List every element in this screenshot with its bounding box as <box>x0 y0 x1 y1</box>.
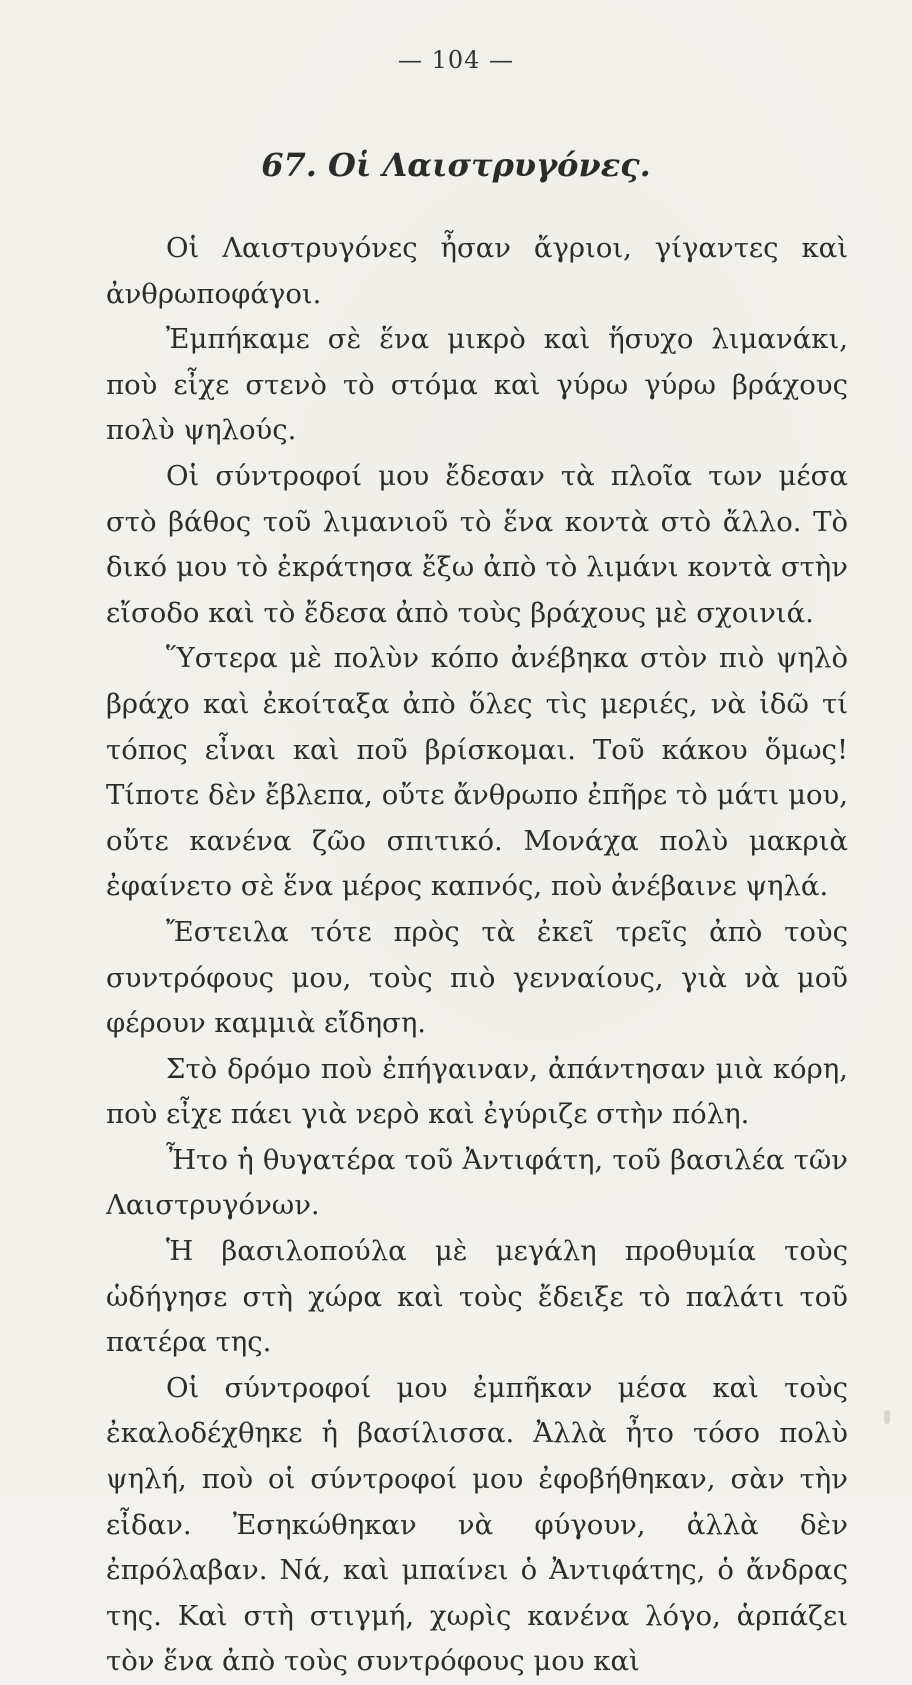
chapter-body <box>106 226 848 1685</box>
paragraph-7: Ἦτο ἡ θυγατέρα τοῦ Ἀντιφάτη, τοῦ βασιλέα τῶν Λαιστρυγόνων. <box>106 1143 848 1222</box>
paragraph-2: Ἐμπήκαμε σὲ ἕνα μικρὸ καὶ ἥσυχο λιμανάκι, ποὺ εἶχε στενὸ τὸ στόμα καὶ γύρω γύρω βράχους πολὺ ψηλούς. <box>106 323 848 447</box>
chapter-heading <box>0 146 912 184</box>
chapter-number: 67. <box>261 146 317 184</box>
paragraph-9: Οἱ σύντροφοί μου ἐμπῆκαν μέσα καὶ τοὺς ἐκαλοδέχθηκε ἡ βασίλισσα. Ἀλλὰ ἦτο τόσο πολὺ ψηλή, ποὺ οἱ σύντροφοί μου ἐφοβήθηκαν, σὰν τὴν εἶδαν. Ἐσηκώθηκαν νὰ φύγουν, ἀλλὰ δὲν ἐπρόλαβαν. Νά, καὶ μπαίνει ὁ Ἀντιφάτης, ὁ ἄνδρας της. Καὶ στὴ στιγμή, χωρὶς κανένα λόγο, ἁρπάζει τὸν ἕνα ἀπὸ τοὺς συντρόφους μου καὶ <box>106 1371 848 1678</box>
chapter-title: Οἱ Λαιστρυγόνες. <box>328 146 651 184</box>
paragraph-6: Στὸ δρόμο ποὺ ἐπήγαιναν, ἀπάντησαν μιὰ κόρη, ποὺ εἶχε πάει γιὰ νερὸ καὶ ἐγύριζε στὴν πόλη. <box>106 1052 848 1131</box>
paragraph-3: Οἱ σύντροφοί μου ἔδεσαν τὰ πλοῖα των μέσα στὸ βάθος τοῦ λιμανιοῦ τὸ ἕνα κοντὰ στὸ ἄλλο. Τὸ δικό μου τὸ ἐκράτησα ἔξω ἀπὸ τὸ λιμάνι κοντὰ στὴν εἴσοδο καὶ τὸ ἔδεσα ἀπὸ τοὺς βράχους μὲ σχοινιά. <box>106 459 848 629</box>
paragraph-1: Οἱ Λαιστρυγόνες ἦσαν ἄγριοι, γίγαντες καὶ ἀνθρωποφάγοι. <box>106 232 848 310</box>
scan-mark <box>884 1410 890 1424</box>
paragraph-5: Ἔστειλα τότε πρὸς τὰ ἐκεῖ τρεῖς ἀπὸ τοὺς συντρόφους μου, τοὺς πιὸ γενναίους, γιὰ νὰ μοῦ φέρουν καμμιὰ εἴδηση. <box>106 915 848 1040</box>
page-number: — 104 — <box>397 46 515 74</box>
paragraph-4: Ὕστερα μὲ πολὺν κόπο ἀνέβηκα στὸν πιὸ ψηλὸ βράχο καὶ ἐκοίταξα ἀπὸ ὅλες τὶς μεριές, νὰ ἰδῶ τί τόπος εἶναι καὶ ποῦ βρίσκομαι. Τοῦ κάκου ὅμως! Τίποτε δὲν ἔβλεπα, οὔτε ἄνθρωπο ἐπῆρε τὸ μάτι μου, οὔτε κανένα ζῶο σπιτικό. Μονάχα πολὺ μακριὰ ἐφαίνετο σὲ ἕνα μέρος καπνός, ποὺ ἀνέβαινε ψηλά. <box>106 642 848 903</box>
paragraph-8: Ἡ βασιλοπούλα μὲ μεγάλη προθυμία τοὺς ὡδήγησε στὴ χώρα καὶ τοὺς ἔδειξε τὸ παλάτι τοῦ πατέρα της. <box>106 1235 848 1359</box>
